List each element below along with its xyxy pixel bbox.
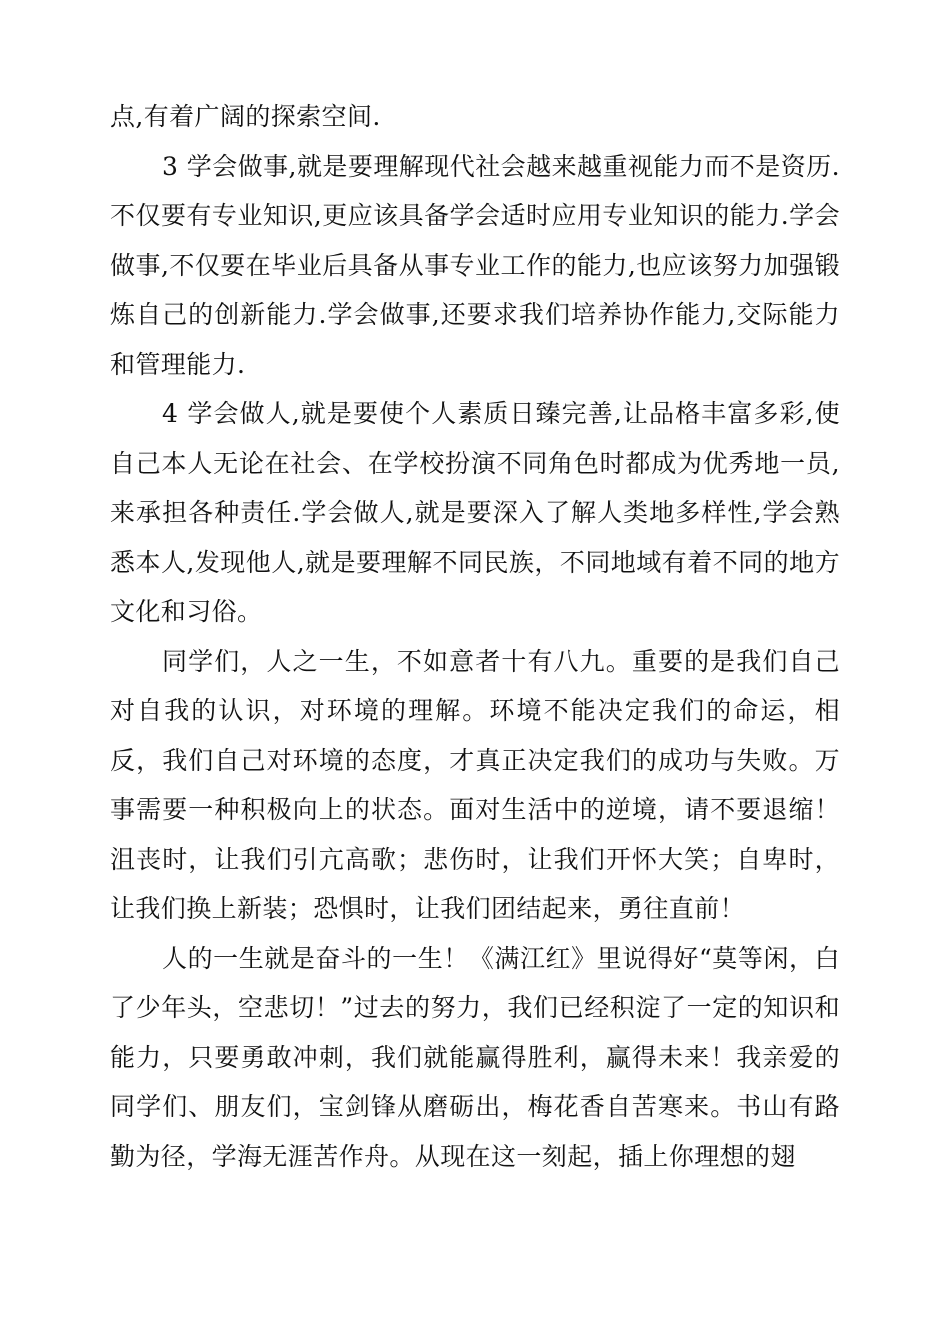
paragraph-learn-to-be: 4 学会做人,就是要使个人素质日臻完善,让品格丰富多彩,使自己本人无论在社会、在学校扮演不同角色时都成为优秀地一员,来承担各种责任.学会做人,就是要深入了解人类地多样性,学会熟悉本人,发现他人,就是要理解不同民族，不同地域有着不同的地方文化和习俗。 xyxy=(110,399,840,626)
paragraph-learn-to-do: 3 学会做事,就是要理解现代社会越来越重视能力而不是资历.不仅要有专业知识,更应该具备学会适时应用专业知识的能力.学会做事,不仅要在毕业后具备从事专业工作的能力,也应该努力加强锻炼自己的创新能力.学会做事,还要求我们培养协作能力,交际能力和管理能力. xyxy=(110,151,840,379)
paragraph-attitude: 同学们，人之一生，不如意者十有八九。重要的是我们自己对自我的认识，对环境的理解。环境不能决定我们的命运，相反，我们自己对环境的态度，才真正决定我们的成功与失败。万事需要一种积极向上的状态。面对生活中的逆境，请不要退缩！沮丧时，让我们引亢高歌；悲伤时，让我们开怀大笑；自卑时，让我们换上新装；恐惧时，让我们团结起来，勇往直前！ xyxy=(110,646,840,923)
paragraph-continuation: 点,有着广阔的探索空间. xyxy=(110,102,381,131)
paragraph-struggle: 人的一生就是奋斗的一生！《满江红》里说得好“莫等闲，白了少年头，空悲切！”过去的努力，我们已经积淀了一定的知识和能力，只要勇敢冲刺，我们就能赢得胜利，赢得未来！我亲爱的同学们、朋友们，宝剑锋从磨砺出，梅花香自苦寒来。书山有路勤为径，学海无涯苦作舟。从现在这一刻起，插上你理想的翅 xyxy=(110,943,840,1171)
